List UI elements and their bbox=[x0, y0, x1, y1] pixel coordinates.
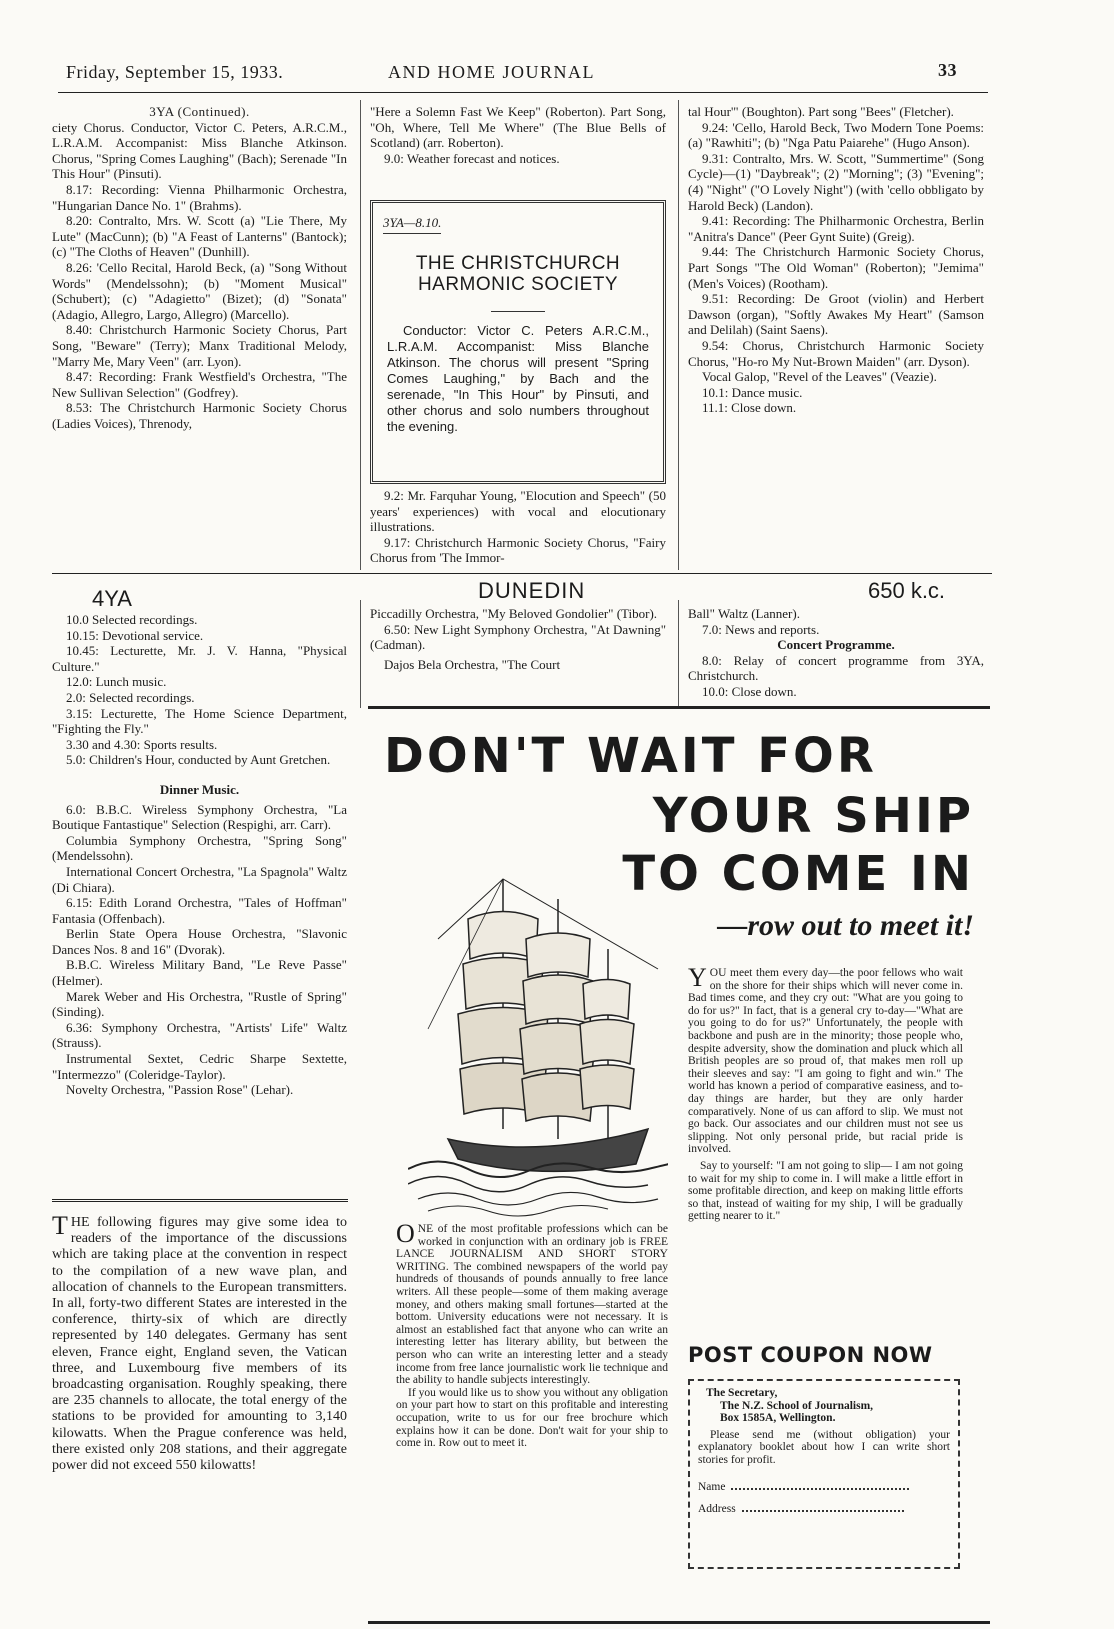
program-item: 11.1: Close down. bbox=[702, 400, 797, 416]
address-label: Address bbox=[698, 1503, 736, 1516]
concert-title: Concert Programme. bbox=[777, 637, 895, 653]
column-middle bbox=[370, 104, 666, 166]
program-item: 8.40: Christchurch Harmonic Society Chorus, Part Song, "Beware" (Terry); Manx Traditional Melody, "Marry Me, Mary Veen" (arr. Lyon). bbox=[52, 322, 347, 369]
program-item: Dajos Bela Orchestra, "The Court bbox=[384, 656, 561, 672]
page-number: 33 bbox=[938, 60, 957, 80]
program-item: 10.0: Close down. bbox=[702, 683, 797, 699]
program-item: 9.24: 'Cello, Harold Beck, Two Modern Tone Poems: (a) "Rawhiti"; (b) "Nga Patu Paiarehe" (Hugo Anson). bbox=[688, 119, 984, 151]
ad-left-text: ONE of the most profitable professions which can be worked in conjunction with an ordinary job is FREE LANCE JOURNALISM AND SHORT STORY WRITING. The combined newspapers of the world pay hundreds of thousands of pounds annually to free lance writers. All these people—some of them making average money, and others making small fortunes—started at the bottom. University educations were not necessary. It is almost an established fact that anyone who can write an interesting letter has literary ability, but between the person who can write an interesting letter and a steady income from free lance journalistic work lie technique and the ability to handle subjects interestingly. bbox=[396, 1219, 668, 1387]
program-item: Columbia Symphony Orchestra, "Spring Song" (Mendelssohn). bbox=[52, 832, 347, 864]
program-item: Instrumental Sextet, Cedric Sharpe Sextette, "Intermezzo" (Coleridge-Taylor). bbox=[52, 1051, 347, 1082]
sailing-ship-illustration bbox=[408, 859, 668, 1219]
column-divider bbox=[360, 100, 361, 570]
program-item: 9.54: Chorus, Christchurch Harmonic Society Chorus, "Ho-ro My Nut-Brown Maiden" (arr. Dyson). bbox=[688, 337, 984, 369]
article-rule bbox=[52, 1199, 348, 1202]
ad-tagline: —row out to meet it! bbox=[717, 909, 974, 942]
coupon-name-row[interactable] bbox=[698, 1481, 950, 1494]
program-item: 12.0: Lunch music. bbox=[66, 674, 167, 690]
program-item: 8.20: Contralto, Mrs. W. Scott (a) "Lie There, My Lute" (MacCunn); (b) "A Feast of Lanterns" (Bantock); (c) "The Cloths of Heaven" (Dunhill). bbox=[52, 213, 347, 260]
name-label: Name bbox=[698, 1480, 726, 1493]
program-item: Vocal Galop, "Revel of the Leaves" (Veazie). bbox=[702, 369, 937, 385]
notice-box bbox=[370, 200, 666, 484]
advertisement bbox=[368, 706, 990, 1624]
column-middle-bottom bbox=[370, 488, 666, 566]
program-item: Piccadilly Orchestra, "My Beloved Gondolier" (Tibor). bbox=[370, 606, 658, 621]
article-text bbox=[52, 1211, 347, 1474]
coupon-title: POST COUPON NOW bbox=[688, 1343, 933, 1367]
header-date: Friday, September 15, 1933. bbox=[66, 62, 284, 82]
program-item: 6.50: New Light Symphony Orchestra, "At Dawning" (Cadman). bbox=[370, 621, 666, 653]
notice-box-title: THE CHRISTCHURCH HARMONIC SOCIETY bbox=[415, 253, 621, 295]
header-title: AND HOME JOURNAL bbox=[388, 62, 595, 82]
coupon-recipient: Box 1585A, Wellington. bbox=[720, 1412, 836, 1425]
coupon-body: Please send me (without obligation) your explanatory booklet about how I can write short stories for profit. bbox=[698, 1428, 950, 1466]
program-item: 6.15: Edith Lorand Orchestra, "Tales of Hoffman" Fantasia (Offenbach). bbox=[52, 895, 347, 926]
ad-left-text-2: If you would like us to show you without any obligation on your part how to start on this profitable and interesting occupation, write to us for our free brochure which explains how it can be done. Don't wait for your ship to come in. Row out to meet it. bbox=[396, 1386, 668, 1450]
program-item: ciety Chorus. Conductor, Victor C. Peters, A.R.C.M., L.R.A.M. Accompanist: Miss Blanche Atkinson. Chorus, "Spring Comes Laughing" (Bach); Serenade "In This Hour" (Pinsuti). bbox=[52, 119, 347, 182]
coupon-recipient: The N.Z. School of Journalism, bbox=[720, 1399, 874, 1412]
ad-headline-2: YOUR SHIP bbox=[652, 788, 974, 844]
notice-box-body: Conductor: Victor C. Peters A.R.C.M., L.R.A.M. Accompanist: Miss Blanche Atkinson. The chorus will present "Spring Comes Laughing," by Bach and the serenade, "In This Hour" by Pinsuti, and other chorus and solo numbers throughout the evening. bbox=[387, 323, 649, 434]
ad-right-text-2: Say to yourself: "I am not going to slip— I am not going to wait for my ship to come in. I will make a little effort in some profitable direction, and keep on making little efforts so that, instead of waiting for my ship, I will be gradually getting nearer to it." bbox=[688, 1159, 963, 1223]
ad-right-copy bbox=[688, 963, 963, 1223]
coupon-address-row[interactable] bbox=[698, 1503, 950, 1516]
program-item: 8.53: The Christchurch Harmonic Society Chorus (Ladies Voices), Threnody, bbox=[52, 400, 347, 431]
program-item: Berlin State Opera House Orchestra, "Slavonic Dances Nos. 8 and 16" (Dvorak). bbox=[52, 926, 347, 957]
program-item: 9.51: Recording: De Groot (violin) and Herbert Dawson (organ), "Softly Awakes My Heart" (Samson and Delilah) (Saint Saens). bbox=[688, 291, 984, 338]
program-item: 3.15: Lecturette, The Home Science Department, "Fighting the Fly." bbox=[52, 705, 347, 737]
station-frequency: 650 k.c. bbox=[868, 578, 946, 603]
program-item: 6.0: B.B.C. Wireless Symphony Orchestra, "La Boutique Fantastique" Selection (Respighi, arr. Carr). bbox=[52, 801, 347, 833]
program-item: Novelty Orchestra, "Passion Rose" (Lehar). bbox=[66, 1082, 294, 1098]
program-item: 10.0 Selected recordings. bbox=[66, 612, 198, 627]
section-title: 3YA (Continued). bbox=[149, 104, 250, 119]
program-item: 10.15: Devotional service. bbox=[66, 627, 204, 643]
program-item: 9.44: The Christchurch Harmonic Society Chorus, Part Songs "The Old Woman" (Roberton); "Jemima" (Men's Voices) (Rootham). bbox=[688, 244, 984, 291]
ad-left-copy bbox=[396, 1219, 668, 1450]
column-4ya-right bbox=[688, 606, 984, 700]
program-item: 8.0: Relay of concert programme from 3YA, Christchurch. bbox=[688, 652, 984, 684]
ad-headline-3: TO COME IN bbox=[622, 846, 974, 902]
program-item: 9.2: Mr. Farquhar Young, "Elocution and Speech" (50 years' experiences) with vocal and elocutionary illustrations. bbox=[370, 488, 666, 535]
article-body: THE following figures may give some idea to readers of the importance of the discussions which are taking place at the convention in respect to the compilation of a new wave plan, and allocation of channels to the European transmitters. In all, forty-two different States are interested in the conference, thirty-six of which are directly represented by 140 delegates. Germany has sent eleven, France eight, England seven, the Vatican three, and Luxembourg five members of its broadcasting organisation. Roughly speaking, there are 235 channels to allocate, the total energy of the stations to be provided for amounting to 3,140 kilowatts. When the Prague conference was held, there existed only 208 stations, and their aggregate power did not exceed 550 kilowatts! bbox=[52, 1211, 347, 1474]
notice-box-label: 3YA—8.10. bbox=[383, 215, 441, 234]
program-item: 8.47: Recording: Frank Westfield's Orchestra, "The New Sullivan Selection" (Godfrey). bbox=[52, 369, 347, 400]
program-item: 6.36: Symphony Orchestra, "Artists' Life" Waltz (Strauss). bbox=[52, 1019, 347, 1051]
program-item: "Here a Solemn Fast We Keep" (Roberton). Part Song, "Oh, Where, Tell Me Where" (The Blue Bells of Scotland) (arr. Roberton). bbox=[370, 104, 666, 151]
program-item: 9.0: Weather forecast and notices. bbox=[384, 150, 560, 166]
column-divider bbox=[360, 600, 361, 708]
program-item: 3.30 and 4.30: Sports results. bbox=[66, 736, 218, 752]
column-divider bbox=[678, 100, 679, 570]
program-item: 9.17: Christchurch Harmonic Society Chorus, "Fairy Chorus from 'The Immor- bbox=[370, 534, 666, 566]
ad-headline-1: DON'T WAIT FOR bbox=[384, 728, 877, 784]
program-item: 10.45: Lecturette, Mr. J. V. Hanna, "Physical Culture." bbox=[52, 643, 347, 674]
coupon-form[interactable] bbox=[688, 1379, 960, 1569]
program-item: tal Hour'" (Boughton). Part song "Bees" (Fletcher). bbox=[688, 104, 954, 119]
program-item: 7.0: News and reports. bbox=[702, 621, 820, 637]
station-name: 4YA bbox=[92, 586, 132, 611]
column-4ya bbox=[52, 612, 347, 1098]
program-item: Marek Weber and His Orchestra, "Rustle of Spring" (Sinding). bbox=[52, 988, 347, 1020]
column-3ya-continued bbox=[52, 104, 347, 431]
program-item: 10.1: Dance music. bbox=[702, 384, 803, 400]
column-right bbox=[688, 104, 984, 416]
coupon-recipient: The Secretary, bbox=[706, 1387, 778, 1399]
section-rule bbox=[52, 573, 992, 574]
header-rule bbox=[58, 92, 988, 93]
station-city: DUNEDIN bbox=[478, 578, 586, 603]
program-item: 2.0: Selected recordings. bbox=[66, 689, 195, 705]
ad-right-text: YOU meet them every day—the poor fellows who wait on the shore for their ships which will never come in. Bad times come, and they cry out: "What are you going to do for us?" In fact, that is a general cry to-day—"What are you going to do for us?" Unfortunately, the people with backbone and push are in the minority; those people who, despite adversity, show the domination and pluck which all British peoples are so proud of, that makes men roll up their sleeves and say: "I am going to fight and win." The world has known a period of comparative easiness, and to-day things are harder, but they are only harder comparatively. None of us can afford to slip. We must not go back. Our associates and our children must not see us slipping. Not only personal pride, but racial pride is involved. bbox=[688, 963, 963, 1156]
program-item: International Concert Orchestra, "La Spagnola" Waltz (Di Chiara). bbox=[52, 863, 347, 895]
program-item: 9.31: Contralto, Mrs. W. Scott, "Summertime" (Song Cycle)—(1) "Daybreak"; (2) "Morning"; (3) "Evening"; (4) "Night" ("O Lovely Night") (with 'cello obbligato by Harold Beck) (Landon). bbox=[688, 150, 984, 213]
program-item: 9.41: Recording: The Philharmonic Orchestra, Berlin "Anitra's Dance" (Peer Gynt Suite) (Greig). bbox=[688, 213, 984, 244]
column-divider bbox=[678, 600, 679, 708]
program-item: 5.0: Children's Hour, conducted by Aunt Gretchen. bbox=[66, 752, 331, 768]
address-field[interactable] bbox=[742, 1510, 904, 1512]
program-item: 8.17: Recording: Vienna Philharmonic Orchestra, "Hungarian Dance No. 1" (Brahms). bbox=[52, 181, 347, 213]
program-item: Ball" Waltz (Lanner). bbox=[688, 606, 800, 621]
dinner-title: Dinner Music. bbox=[159, 781, 240, 797]
notice-box-rule bbox=[491, 311, 545, 312]
program-item: 8.26: 'Cello Recital, Harold Beck, (a) "Song Without Words" (Mendelssohn); (b) "Moment Musical" (Schubert); (c) "Adagietto" (Bizet); (d) "Sonata" (Adagio, Allegro, Largo, Allegro) (Marcello). bbox=[52, 259, 347, 322]
program-item: B.B.C. Wireless Military Band, "Le Reve Passe" (Helmer). bbox=[52, 957, 347, 989]
column-4ya-middle bbox=[370, 606, 666, 672]
name-field[interactable] bbox=[731, 1488, 909, 1490]
